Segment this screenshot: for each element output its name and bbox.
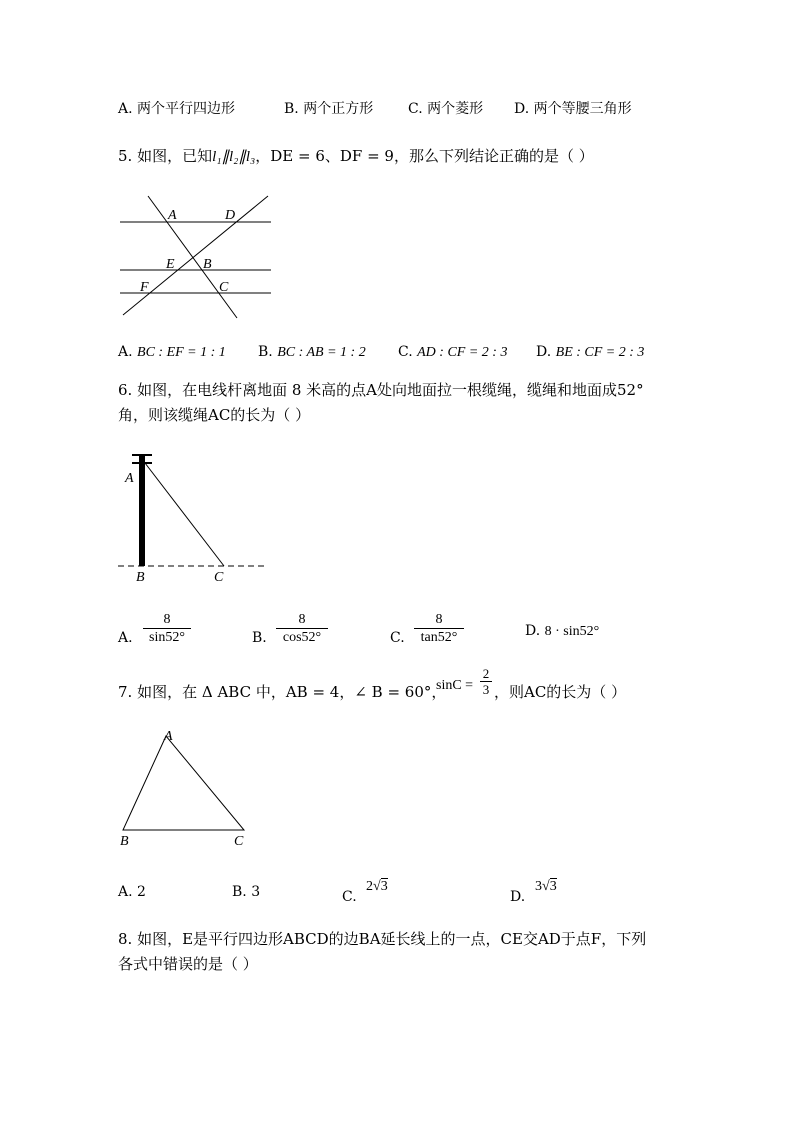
q6-option-c-num: 8 [435,612,443,627]
q4-option-b: B. 两个正方形 [284,101,374,117]
q5-stem [118,146,594,167]
q6-option-a-fraction [143,612,191,646]
q5-option-b-label: B. [258,344,273,360]
q7-option-a: A. 2 [118,884,146,900]
q6-option-c-den: tan52° [414,628,464,646]
q7-label-c: C [234,834,244,849]
q5-option-c-expr: AD : CF = 2 : 3 [417,345,508,360]
q7-sin-lhs: sinC = [436,678,474,693]
q6-option-d-label: D. [525,623,541,639]
q5-condition: l₁∥l₂∥l₃ [212,149,256,165]
q6-option-c-label: C. [390,630,405,646]
q7-option-c-radicand: 3 [380,879,388,894]
q6-option-a-den: sin52° [143,628,191,646]
q6-stem-line2: 角，则该缆绳AC的长为（ ） [118,406,311,424]
q7-option-d-radicand: 3 [549,879,557,894]
q7-option-c-coef: 2 [366,879,373,894]
q5-option-b [258,343,366,362]
q5-option-d [536,343,644,362]
q5-option-a [118,343,226,362]
q6-option-d [525,622,599,641]
q7-option-d [510,888,525,906]
q5-label-f: F [140,280,149,295]
q8-stem-line1: 8. 如图，E是平行四边形ABCD的边BA延长线上的一点，CE交AD于点F，下列 [118,930,647,948]
q7-option-d-label: D. [510,889,526,905]
q4-option-a: A. 两个平行四边形 [118,101,236,117]
q7-sin-fraction [480,667,492,697]
q5-label-d: D [225,208,236,223]
q4-option-d: D. 两个等腰三角形 [514,101,632,117]
q6-stem-line1: 6. 如图，在电线杆离地面 8 米高的点A处向地面拉一根缆绳，缆绳和地面成52° [118,381,644,399]
q7-label-a: A [164,729,173,744]
q5-label-c: C [219,280,229,295]
radical-sign-icon: √ [373,879,381,894]
q7-option-c-label: C. [342,889,357,905]
q5-prefix: 5. 如图，已知 [118,147,213,165]
q6-option-a-num: 8 [163,612,171,627]
q6-label-c: C [214,570,224,585]
q6-option-d-expr: 8 · sin52° [544,624,600,639]
q7-stem-suffix: ，则AC的长为（ ） [494,683,627,701]
q5-given: ，DE = 6、DF = 9，那么下列结论正确的是（ ） [255,147,594,165]
q4-option-c: C. 两个菱形 [408,101,484,117]
q7-option-d-expr [535,878,557,896]
q5-label-a: A [168,208,177,223]
q7-sin-den: 3 [480,681,492,697]
q7-option-c [342,888,357,906]
q5-option-a-label: A. [118,344,133,360]
q6-option-b-fraction [276,612,328,646]
q6-option-b-label: B. [252,630,267,646]
q7-sin-num: 2 [482,666,490,681]
q7-option-c-expr [366,878,388,896]
q5-figure [115,192,275,322]
q5-option-c-label: C. [398,344,413,360]
q6-figure [118,450,268,590]
q5-option-b-expr: BC : AB = 1 : 2 [277,345,366,360]
q5-option-a-expr: BC : EF = 1 : 1 [137,345,226,360]
q7-option-d-coef: 3 [535,879,542,894]
q6-option-b-num: 8 [298,612,306,627]
q6-label-b: B [136,570,145,585]
q5-label-e: E [166,257,175,272]
q5-option-d-expr: BE : CF = 2 : 3 [555,345,645,360]
q5-option-c [398,343,507,362]
q6-option-a-label: A. [118,630,133,646]
q6-label-a: A [125,471,134,486]
q5-label-b: B [203,257,212,272]
q8-stem-line2: 各式中错误的是（ ） [118,955,258,973]
q6-option-c-fraction [414,612,464,646]
q7-stem-prefix: 7. 如图，在 Δ ABC 中，AB = 4，∠ B = 60°， [118,683,447,701]
q5-option-d-label: D. [536,344,552,360]
q6-option-b-den: cos52° [276,628,328,646]
q7-figure [118,726,253,851]
radical-sign-icon: √ [542,879,550,894]
q7-option-b: B. 3 [232,884,261,900]
q7-label-b: B [120,834,129,849]
